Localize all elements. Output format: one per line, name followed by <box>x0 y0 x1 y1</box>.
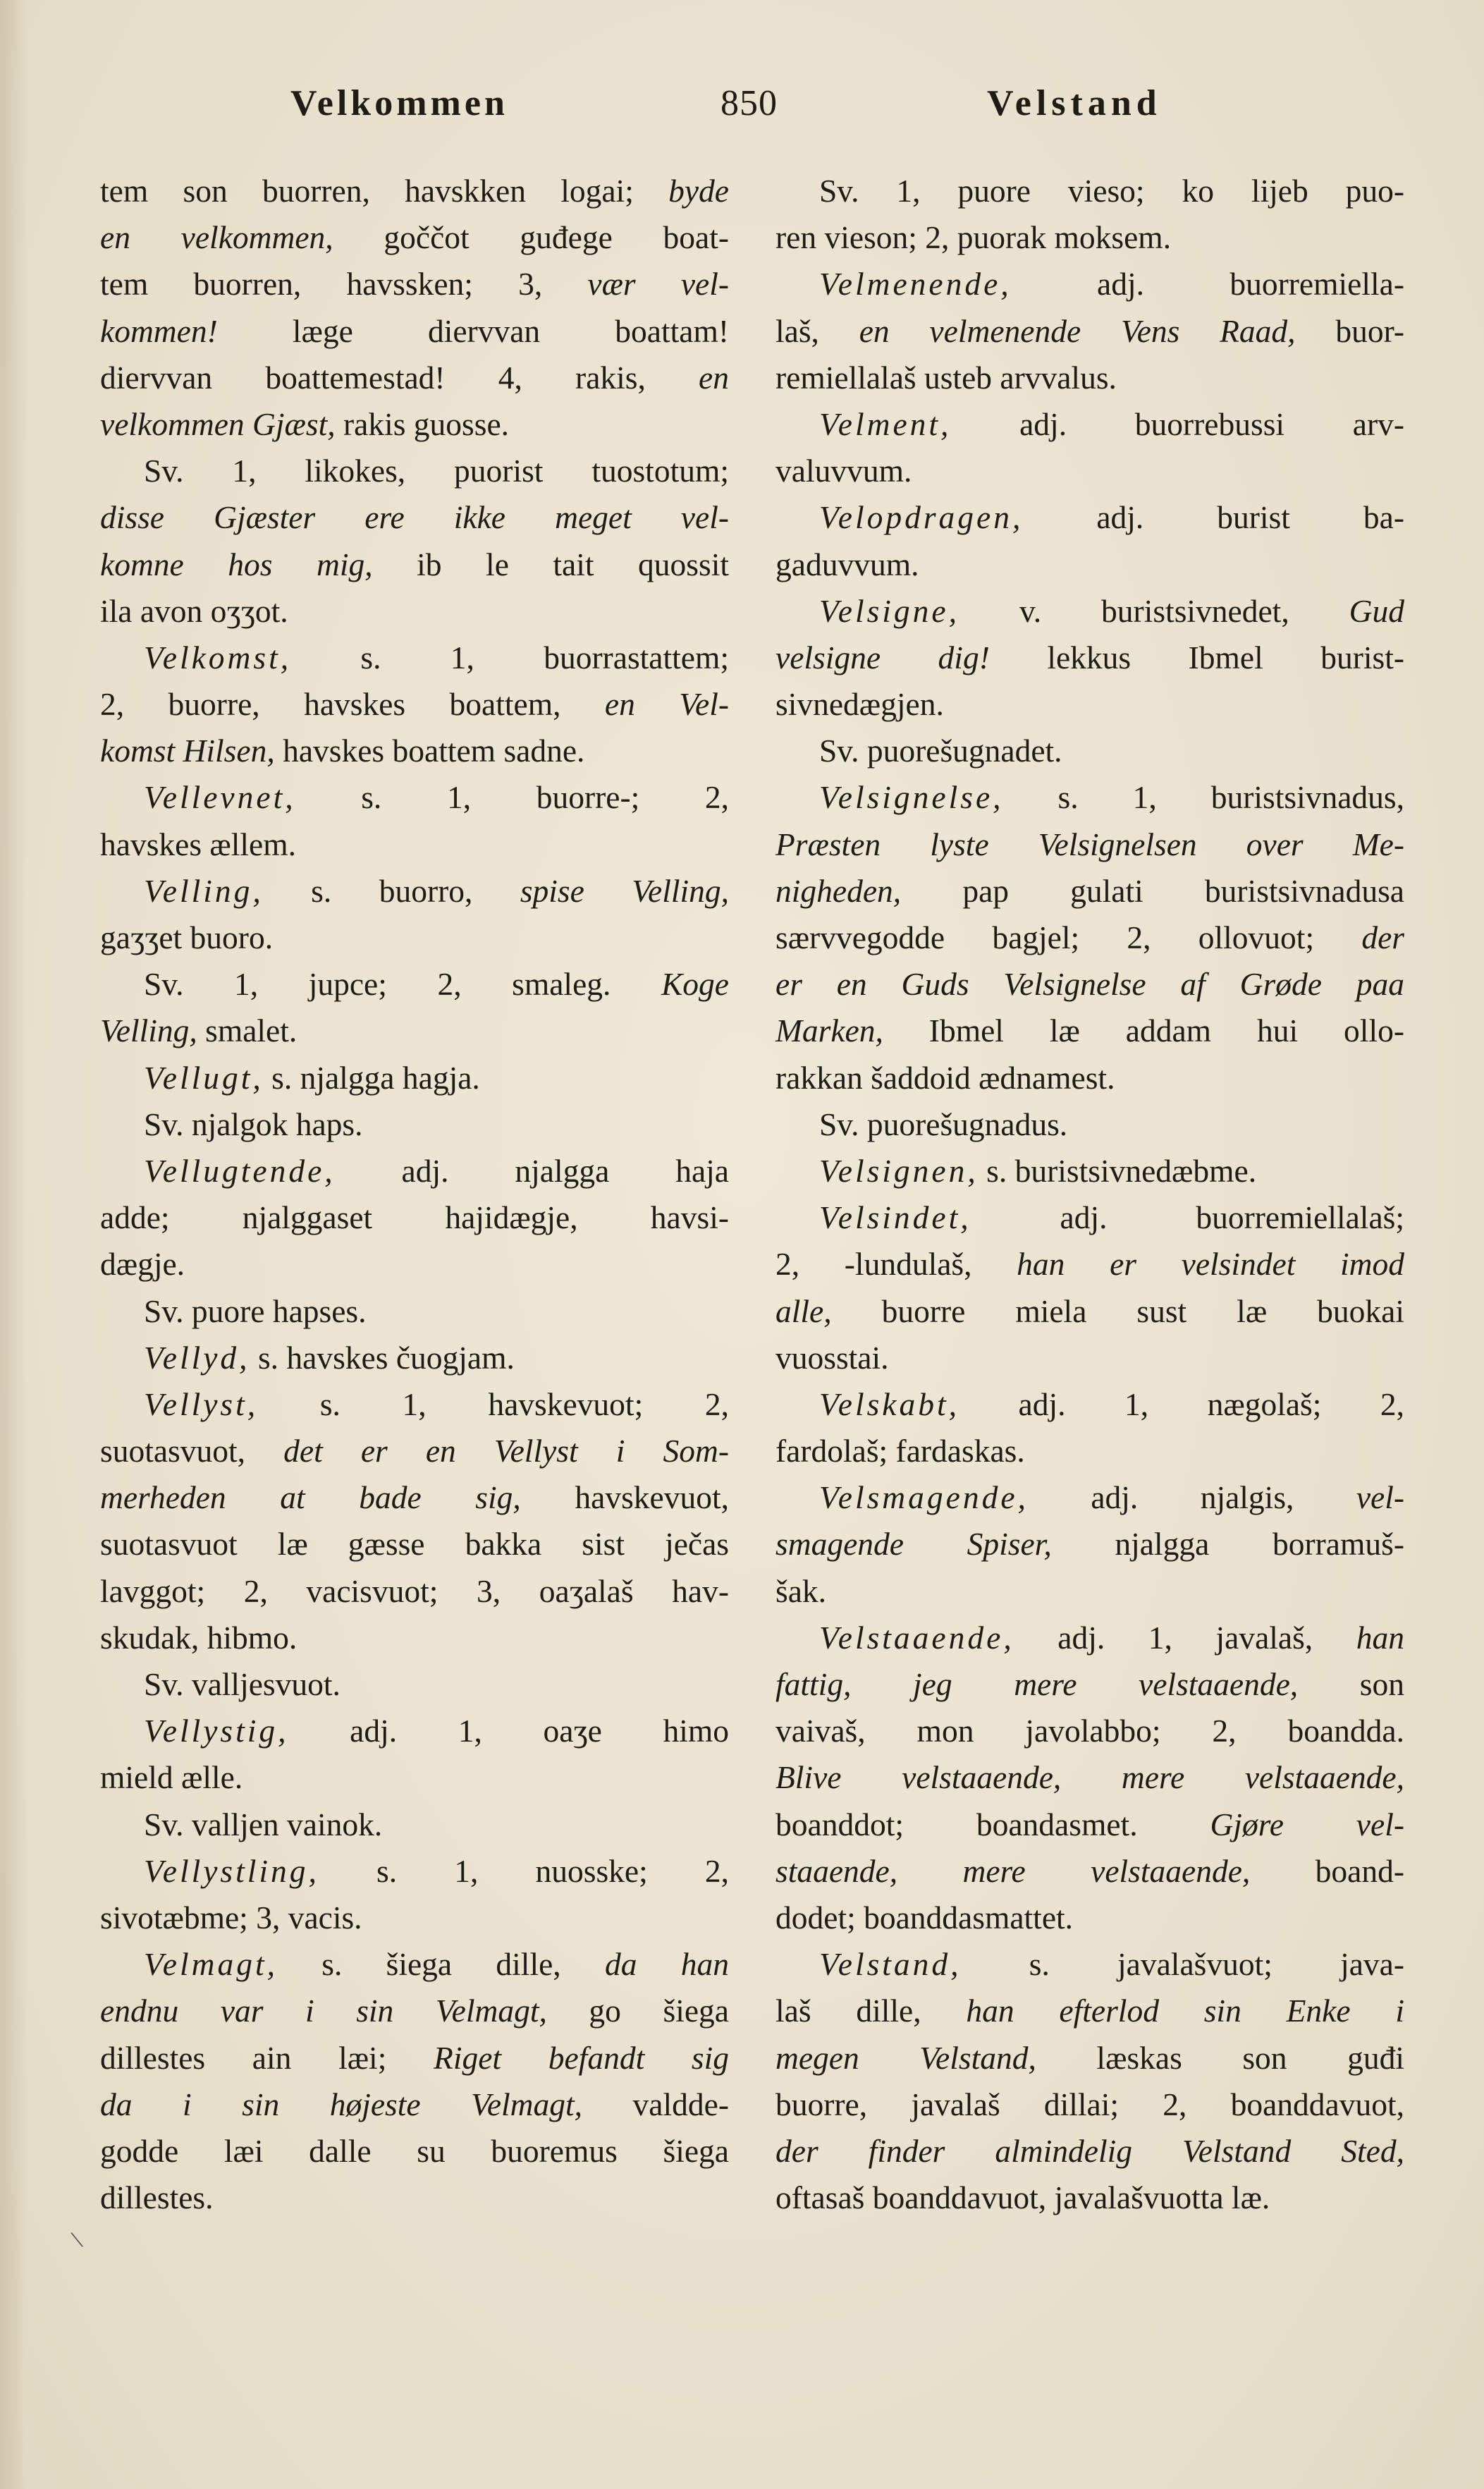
text-line <box>100 728 729 774</box>
line-text: havskes boattem sadne. <box>274 733 585 769</box>
text-line <box>100 2128 729 2175</box>
line-text: ib le tait quossit <box>372 546 729 582</box>
example-phrase: Koge <box>661 966 729 1003</box>
example-phrase: alle, <box>775 1292 832 1329</box>
headword: Velsigne, <box>819 592 960 629</box>
text-line <box>100 1428 729 1474</box>
line-text: valuvvum. <box>775 453 912 489</box>
line-text: Sv. puore hapses. <box>144 1292 367 1329</box>
text-line <box>100 2175 729 2221</box>
line-text: adj. 1, nægolaš; 2, <box>959 1386 1404 1422</box>
line-text: sivnedægjen. <box>775 686 944 723</box>
text-line <box>100 1055 729 1101</box>
text-line <box>775 401 1404 448</box>
example-phrase: endnu var i sin Velmagt, <box>100 1993 547 2029</box>
text-line <box>775 1194 1404 1241</box>
line-text: vuosstai. <box>775 1339 889 1376</box>
line-text: læge diervvan boattam! <box>217 312 729 349</box>
text-line <box>100 494 729 541</box>
example-phrase: smagende Spiser, <box>775 1526 1052 1562</box>
example-phrase: en Vel- <box>604 686 730 723</box>
line-text: Sv. puorešugnadet. <box>819 733 1062 769</box>
text-line <box>775 1521 1404 1567</box>
line-text: adj. buorremiellalaš; <box>971 1199 1404 1236</box>
line-text: havskes ællem. <box>100 826 297 862</box>
text-line <box>775 681 1404 728</box>
line-text: s. javalašvuot; java- <box>961 1946 1404 1983</box>
text-line <box>775 774 1404 821</box>
text-line <box>100 774 729 821</box>
text-line <box>775 1381 1404 1428</box>
text-line <box>100 1288 729 1335</box>
text-line <box>775 588 1404 635</box>
stray-mark: \ <box>68 2225 85 2254</box>
example-phrase: da i sin højeste Velmagt, <box>100 2086 583 2122</box>
text-line <box>775 1708 1404 1754</box>
text-line <box>100 1568 729 1615</box>
text-line <box>775 1241 1404 1288</box>
text-line <box>775 1988 1404 2034</box>
line-text: remiellalaš usteb arvvalus. <box>775 359 1117 396</box>
text-line <box>775 1941 1404 1988</box>
text-line <box>100 1474 729 1521</box>
line-text: dillestes. <box>100 2179 214 2216</box>
headword: Velment, <box>819 405 952 442</box>
line-text: boanddot; boandasmet. <box>775 1806 1210 1842</box>
example-phrase: der finder almindelig Velstand Sted, <box>775 2132 1404 2169</box>
line-text: rakis guosse. <box>335 405 510 442</box>
line-text: s. 1, buristsivnadus, <box>1003 779 1404 816</box>
line-text: sivotæbme; 3, vacis. <box>100 1899 362 1935</box>
example-phrase: der <box>1361 919 1404 955</box>
line-text: buorre, javalaš dillai; 2, boanddavuot, <box>775 2086 1404 2122</box>
text-line <box>100 261 729 307</box>
text-line <box>100 1615 729 1661</box>
example-phrase: Riget befandt sig <box>434 2039 729 2076</box>
example-phrase: Gjøre vel- <box>1210 1806 1404 1842</box>
example-phrase: komne hos mig, <box>100 546 373 582</box>
text-line <box>775 1474 1404 1521</box>
text-line <box>775 1568 1404 1615</box>
line-text: vaivaš, mon javolabbo; 2, boandda. <box>775 1713 1404 1749</box>
text-line <box>775 1661 1404 1708</box>
line-text: laš, <box>775 312 859 349</box>
line-text: suotasvuot, <box>100 1433 284 1469</box>
text-line <box>775 1615 1404 1661</box>
text-line <box>100 308 729 355</box>
line-text: s. buorro, <box>263 872 520 909</box>
text-line <box>100 1335 729 1381</box>
text-line <box>100 635 729 681</box>
line-text: adj. njalgis, <box>1028 1479 1356 1516</box>
line-text: buorre miela sust læ buokai <box>831 1292 1404 1329</box>
text-line <box>100 915 729 961</box>
example-phrase: velsigne dig! <box>775 639 990 675</box>
line-text: skudak, hibmo. <box>100 1619 298 1656</box>
example-phrase: vær vel- <box>587 266 730 302</box>
text-line <box>100 868 729 915</box>
text-line <box>775 1008 1404 1054</box>
headword: Velkomst, <box>144 639 292 675</box>
text-line <box>100 1708 729 1754</box>
line-text: mield ælle. <box>100 1759 243 1796</box>
text-line <box>775 728 1404 774</box>
text-line <box>775 494 1404 541</box>
line-text: s. buristsivnedæbme. <box>978 1152 1257 1189</box>
headword: Vellevnet, <box>144 779 296 816</box>
headword: Velsignen, <box>819 1152 979 1189</box>
text-line <box>100 448 729 494</box>
line-text: tem son buorren, havskken logai; <box>100 173 669 209</box>
text-line <box>775 1848 1404 1895</box>
text-line <box>775 1055 1404 1101</box>
line-text: oftasaš boanddavuot, javalašvuotta læ. <box>775 2179 1270 2216</box>
text-line <box>100 1988 729 2034</box>
line-text: laš dille, <box>775 1993 967 2029</box>
headword: Vellystig, <box>144 1713 289 1749</box>
headword: Vellyd, <box>144 1339 250 1376</box>
line-text: dillestes ain læi; <box>100 2039 434 2076</box>
text-line <box>775 2081 1404 2128</box>
line-text: s. šiega dille, <box>277 1946 605 1983</box>
example-phrase: han <box>1356 1619 1404 1656</box>
text-line <box>100 2081 729 2128</box>
example-phrase: komst Hilsen, <box>100 733 275 769</box>
text-line <box>775 821 1404 868</box>
text-line <box>100 1381 729 1428</box>
example-phrase: fattig, jeg mere velstaaende, <box>775 1666 1299 1702</box>
text-line <box>775 2128 1404 2175</box>
left-guide-word: Velkommen <box>290 83 508 123</box>
text-line <box>100 355 729 401</box>
line-text: adj. burist ba- <box>1023 499 1404 536</box>
line-text: Sv. 1, puore vieso; ko lijeb puo- <box>819 173 1404 209</box>
example-phrase: nigheden, <box>775 872 902 909</box>
text-line <box>775 1288 1404 1335</box>
example-phrase: velkommen Gjæst, <box>100 405 336 442</box>
line-text: 2, -lundulaš, <box>775 1246 1017 1283</box>
text-line <box>100 1661 729 1708</box>
headword: Vellystling, <box>144 1852 319 1889</box>
line-text: diervvan boattemestad! 4, rakis, <box>100 359 699 396</box>
text-line <box>100 401 729 448</box>
text-line <box>100 542 729 588</box>
line-text: go šiega <box>546 1993 729 2029</box>
line-text: lavggot; 2, vacisvuot; 3, oaʒalaš hav- <box>100 1572 729 1609</box>
line-text: ren vieson; 2, puorak moksem. <box>775 219 1172 256</box>
example-phrase: vel- <box>1356 1479 1404 1516</box>
line-text: adj. 1, oaʒe himo <box>288 1713 729 1749</box>
line-text: v. buristsivnedet, <box>959 592 1349 629</box>
text-line <box>100 1101 729 1148</box>
text-line <box>100 1754 729 1801</box>
text-line <box>100 588 729 635</box>
example-phrase: kommen! <box>100 312 218 349</box>
text-line <box>100 1148 729 1194</box>
line-text: valdde- <box>582 2086 729 2122</box>
text-line <box>100 1895 729 1941</box>
text-line <box>775 1335 1404 1381</box>
page-number: 850 <box>720 83 778 123</box>
text-line <box>775 961 1404 1008</box>
line-text: boand- <box>1250 1852 1404 1889</box>
text-line <box>775 308 1404 355</box>
line-text: adj. 1, javalaš, <box>1014 1619 1356 1656</box>
line-text: goččot guđege boat- <box>333 219 729 256</box>
line-text: s. havskes čuogjam. <box>250 1339 515 1376</box>
headword: Velsmagende, <box>819 1479 1029 1516</box>
line-text: njalgga borramuš- <box>1051 1526 1404 1562</box>
example-phrase: Blive velstaaende, mere velstaaende, <box>775 1759 1404 1796</box>
headword: Velmagt, <box>144 1946 278 1983</box>
line-text: adj. njalgga haja <box>335 1152 729 1189</box>
line-text: son <box>1298 1666 1404 1702</box>
page-shadow <box>0 0 28 2489</box>
text-line <box>775 261 1404 307</box>
example-phrase: Præsten lyste Velsignelsen over Me- <box>775 826 1404 862</box>
text-line <box>775 542 1404 588</box>
text-line <box>775 1101 1404 1148</box>
line-text: Sv. puorešugnadus. <box>819 1106 1068 1142</box>
example-phrase: en velmenende Vens Raad, <box>859 312 1296 349</box>
example-phrase: Marken, <box>775 1013 883 1049</box>
line-text: Sv. valljesvuot. <box>144 1666 341 1702</box>
headword: Velsindet, <box>819 1199 971 1236</box>
text-line <box>775 355 1404 401</box>
example-phrase: Gud <box>1349 592 1404 629</box>
text-line <box>100 821 729 868</box>
headword: Velopdragen, <box>819 499 1024 536</box>
headword: Vellugtende, <box>144 1152 336 1189</box>
right-guide-word: Velstand <box>987 83 1162 123</box>
line-text: smalet. <box>197 1013 298 1049</box>
line-text: adde; njalggaset hajidægje, havsi- <box>100 1199 729 1236</box>
line-text: rakkan šaddoid ædnamest. <box>775 1059 1115 1096</box>
example-phrase: Velling, <box>100 1013 197 1049</box>
line-text: s. 1, nuosske; 2, <box>319 1852 729 1889</box>
text-line <box>775 2175 1404 2221</box>
line-text: fardolaš; fardaskas. <box>775 1433 1025 1469</box>
text-line <box>100 168 729 214</box>
line-text: lekkus Ibmel burist- <box>989 639 1405 675</box>
headword: Velmenende, <box>819 266 1012 302</box>
text-line <box>775 168 1404 214</box>
line-text: gaduvvum. <box>775 546 919 582</box>
text-line <box>775 1428 1404 1474</box>
headword: Velstand, <box>819 1946 962 1983</box>
example-phrase: megen Velstand, <box>775 2039 1036 2076</box>
line-text: s. 1, buorre-; 2, <box>295 779 729 816</box>
example-phrase: staaende, mere velstaaende, <box>775 1852 1251 1889</box>
text-line <box>100 1008 729 1054</box>
line-text: særvvegodde bagjel; 2, ollovuot; <box>775 919 1362 955</box>
headword: Velskabt, <box>819 1386 960 1422</box>
line-text: Sv. njalgok haps. <box>144 1106 363 1142</box>
line-text: Sv. valljen vainok. <box>144 1806 383 1842</box>
line-text: s. njalgga hagja. <box>263 1059 480 1096</box>
example-phrase: er en Guds Velsignelse af Grøde paa <box>775 966 1404 1003</box>
headword: Velling, <box>144 872 264 909</box>
example-phrase: spise Velling, <box>520 872 729 909</box>
line-text: s. 1, buorrastattem; <box>291 639 729 675</box>
example-phrase: en velkommen, <box>100 219 333 256</box>
headword: Vellyst, <box>144 1386 259 1422</box>
text-line <box>775 1148 1404 1194</box>
line-text: buor- <box>1295 312 1404 349</box>
line-text: Sv. 1, likokes, puorist tuostotum; <box>144 453 729 489</box>
example-phrase: en <box>699 359 729 396</box>
example-phrase: han er velsindet imod <box>1017 1246 1404 1283</box>
headword: Vellugt, <box>144 1059 264 1096</box>
line-text: ila avon oʒʒot. <box>100 592 288 629</box>
text-line <box>775 1895 1404 1941</box>
line-text: dodet; boanddasmattet. <box>775 1899 1074 1935</box>
line-text: adj. buorrebussi arv- <box>951 405 1404 442</box>
line-text: suotasvuot læ gæsse bakka sist ječas <box>100 1526 729 1562</box>
text-line <box>100 1848 729 1895</box>
text-line <box>775 214 1404 261</box>
text-line <box>775 1754 1404 1801</box>
line-text: 2, buorre, havskes boattem, <box>100 686 605 723</box>
example-phrase: han efterlod sin Enke i <box>966 1993 1404 2029</box>
text-line <box>775 915 1404 961</box>
line-text: adj. buorremiella- <box>1011 266 1404 302</box>
example-phrase: merheden at bade sig, <box>100 1479 521 1516</box>
text-line <box>100 1521 729 1567</box>
text-line <box>100 1941 729 1988</box>
line-text: Ibmel læ addam hui ollo- <box>883 1013 1404 1049</box>
line-text: gaʒʒet buoro. <box>100 919 274 955</box>
text-line <box>775 2035 1404 2081</box>
text-line <box>775 448 1404 494</box>
running-head <box>0 79 1484 128</box>
example-phrase: da han <box>604 1946 729 1983</box>
line-text: dægje. <box>100 1246 185 1283</box>
line-text: s. 1, havskevuot; 2, <box>258 1386 729 1422</box>
line-text: havskevuot, <box>520 1479 729 1516</box>
text-line <box>775 868 1404 915</box>
headword: Velstaaende, <box>819 1619 1014 1656</box>
example-phrase: det er en Vellyst i Som- <box>283 1433 729 1469</box>
text-line <box>100 681 729 728</box>
example-phrase: byde <box>668 173 729 209</box>
text-line <box>100 961 729 1008</box>
example-phrase: disse Gjæster ere ikke meget vel- <box>100 499 729 536</box>
text-line <box>775 1802 1404 1848</box>
text-line <box>100 1802 729 1848</box>
right-text-column <box>775 168 1404 2221</box>
headword: Velsignelse, <box>819 779 1004 816</box>
text-line <box>100 1241 729 1288</box>
line-text: godde læi dalle su buoremus šiega <box>100 2132 729 2169</box>
line-text: tem buorren, havssken; 3, <box>100 266 588 302</box>
text-line <box>100 214 729 261</box>
line-text: šak. <box>775 1572 827 1609</box>
text-line <box>775 635 1404 681</box>
left-text-column <box>100 168 729 2221</box>
line-text: læskas son guđi <box>1036 2039 1404 2076</box>
line-text: pap gulati buristsivnadusa <box>901 872 1404 909</box>
line-text: Sv. 1, jupce; 2, smaleg. <box>144 966 661 1003</box>
text-line <box>100 2035 729 2081</box>
text-line <box>100 1194 729 1241</box>
